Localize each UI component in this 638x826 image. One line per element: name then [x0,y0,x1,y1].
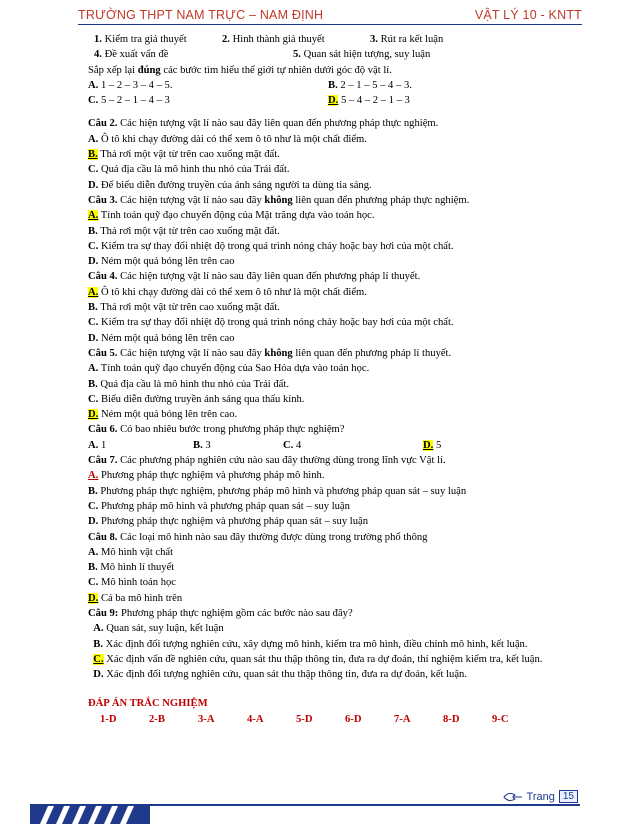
page-number-block [503,790,578,803]
question-6: Câu 6. Có bao nhiêu bước trong phương pháp thực nghiệm? [88,424,345,436]
correct-answer-mark: B. [88,149,98,161]
correct-answer-mark: A. [88,210,99,222]
q3-option-b: B. Thả rơi một vật từ trên cao xuống mặt đất. [88,225,280,237]
answer-key-item: 7-A [394,713,411,725]
answer-key-item: 2-B [149,713,165,725]
page-number: 15 [559,790,578,803]
page-label: Trang [526,790,555,803]
leaf-ornament-icon [503,791,523,803]
steps-row-2: 4. Đề xuất vấn đề 5. Quan sát hiện tượng, suy luận [94,49,431,61]
question-7: Câu 7. Các phương pháp nghiên cứu nào sau đây thường dùng trong lĩnh vực Vật lí. [88,455,446,467]
q8-option-b: B. Mô hình lí thuyết [88,562,175,574]
steps-row-1: 1. Kiểm tra giả thuyết 2. Hình thành giả thuyết 3. Rút ra kết luận [94,34,444,45]
q5-option-c: C. Biểu diễn đường truyền ánh sáng qua thấu kính. [88,393,305,405]
q2-option-b: B. Thả rơi một vật từ trên cao xuống mặt đất. [88,149,280,161]
top-options-row-2: C. 5 – 2 – 1 – 4 – 3 D. 5 – 4 – 2 – 1 – 3 [88,95,410,107]
correct-answer-mark: A. [88,470,99,482]
q2-option-d: D. Để biểu diễn đường truyền của ánh sáng người ta dùng tia sáng. [88,179,372,191]
q5-option-a: A. Tính toán quỹ đạo chuyển động của Sao Hỏa dựa vào toán học. [88,363,370,375]
q8-option-c: C. Mô hình toán học [88,577,176,589]
q2-option-a: A. Ô tô khi chạy đường dài có thể xem ô tô như là một chất điểm. [88,133,367,145]
top-instruction: Sắp xếp lại đúng các bước tìm hiểu thế giới tự nhiên dưới góc độ vật lí. [88,64,392,76]
question-9: Câu 9: Phương pháp thực nghiệm gồm các bước nào sau đây? [88,607,353,619]
q5-option-d: D. Ném một quả bóng lên trên cao. [88,409,238,421]
q7-option-d: D. Phương pháp thực nghiệm và phương pháp quan sát – suy luận [88,516,369,528]
answer-key-title: ĐÁP ÁN TRẮC NGHIỆM [88,698,208,710]
q7-option-b: B. Phương pháp thực nghiệm, phương pháp mô hình và phương pháp quan sát – suy luận [88,485,467,497]
q9-option-d: D. Xác định đối tượng nghiên cứu, quan sát thu thập thông tin, đưa ra dự đoán, kết luận. [93,669,467,681]
correct-answer-mark: D. [423,439,434,451]
q3-option-a: A. Tính toán quỹ đạo chuyển động của Mặt trăng dựa vào toán học. [88,210,375,222]
correct-answer-mark: D. [88,409,99,421]
q4-option-b: B. Thả rơi một vật từ trên cao xuống mặt đất. [88,302,280,314]
q8-option-d: D. Cả ba mô hình trên [88,592,183,604]
q7-option-a: A. Phương pháp thực nghiệm và phương pháp mô hình. [88,470,325,482]
question-2: Câu 2. Các hiện tượng vật lí nào sau đây liên quan đến phương pháp thực nghiệm. [88,118,439,130]
q7-option-c: C. Phương pháp mô hình và phương pháp quan sát – suy luận [88,500,350,512]
answer-key-item: 3-A [198,713,215,725]
q4-option-d: D. Ném một quả bóng lên trên cao [88,332,235,344]
question-3: Câu 3. Các hiện tượng vật lí nào sau đây không liên quan đến phương pháp thực nghiệm. [88,194,470,206]
page-content [88,32,574,727]
correct-answer-mark: C. [93,653,104,665]
page-header [78,4,582,25]
q5-option-b: B. Quả địa cầu là mô hình thu nhỏ của Trái đất. [88,378,289,390]
q9-option-c: C. Xác định vấn đề nghiên cứu, quan sát thu thập thông tin, đưa ra dự đoán, thí nghiệm kiểm tra, kết luận. [93,653,543,665]
q3-option-d: D. Ném một quả bóng lên trên cao [88,256,235,268]
answer-key-item: 1-D [100,713,117,725]
page-footer [0,786,638,826]
footer-rule [30,804,580,806]
answer-key-item: 9-C [492,713,509,725]
answer-key-item: 8-D [443,713,460,725]
correct-answer-mark: D. [88,592,99,604]
q8-option-a: A. Mô hình vật chất [88,546,174,558]
correct-answer-mark: A. [88,286,99,298]
answer-key-item: 6-D [345,713,362,725]
correct-answer-mark: D. [328,95,339,107]
q9-option-b: B. Xác định đối tượng nghiên cứu, xây dựng mô hình, kiểm tra mô hình, điều chỉnh mô hình, kết luận. [93,638,528,650]
subject-title: VẬT LÝ 10 - KNTT [474,8,582,22]
question-8: Câu 8. Các loại mô hình nào sau đây thường được dùng trong trường phổ thông [88,531,428,543]
question-5: Câu 5. Các hiện tượng vật lí nào sau đây không liên quan đến phương pháp lí thuyết. [88,347,452,359]
top-options-row-1: A. 1 – 2 – 3 – 4 – 5. B. 2 – 1 – 5 – 4 – 3. [88,79,412,91]
q2-option-c: C. Quả địa cầu là mô hình thu nhỏ của Trái đất. [88,164,290,176]
answer-key-item: 5-D [296,713,313,725]
q4-option-c: C. Kiểm tra sự thay đổi nhiệt độ trong quá trình nóng chảy hoặc bay hơi của một chất. [88,317,454,329]
answer-key-row [88,712,574,727]
footer-stripes-decoration [30,806,150,824]
q9-option-a: A. Quan sát, suy luận, kết luận [93,623,224,635]
question-4: Câu 4. Các hiện tượng vật lí nào sau đây liên quan đến phương pháp lí thuyết. [88,271,421,283]
school-name: TRƯỜNG THPT NAM TRỰC – NAM ĐỊNH [78,8,324,22]
q6-options: A. 1 B. 3 C. 4 D. 5 [88,439,442,451]
q4-option-a: A. Ô tô khi chạy đường dài có thể xem ô tô như là một chất điểm. [88,286,367,298]
q3-option-c: C. Kiểm tra sự thay đổi nhiệt độ trong quá trình nóng chảy hoặc bay hơi của một chất. [88,240,454,252]
answer-key-item: 4-A [247,713,264,725]
